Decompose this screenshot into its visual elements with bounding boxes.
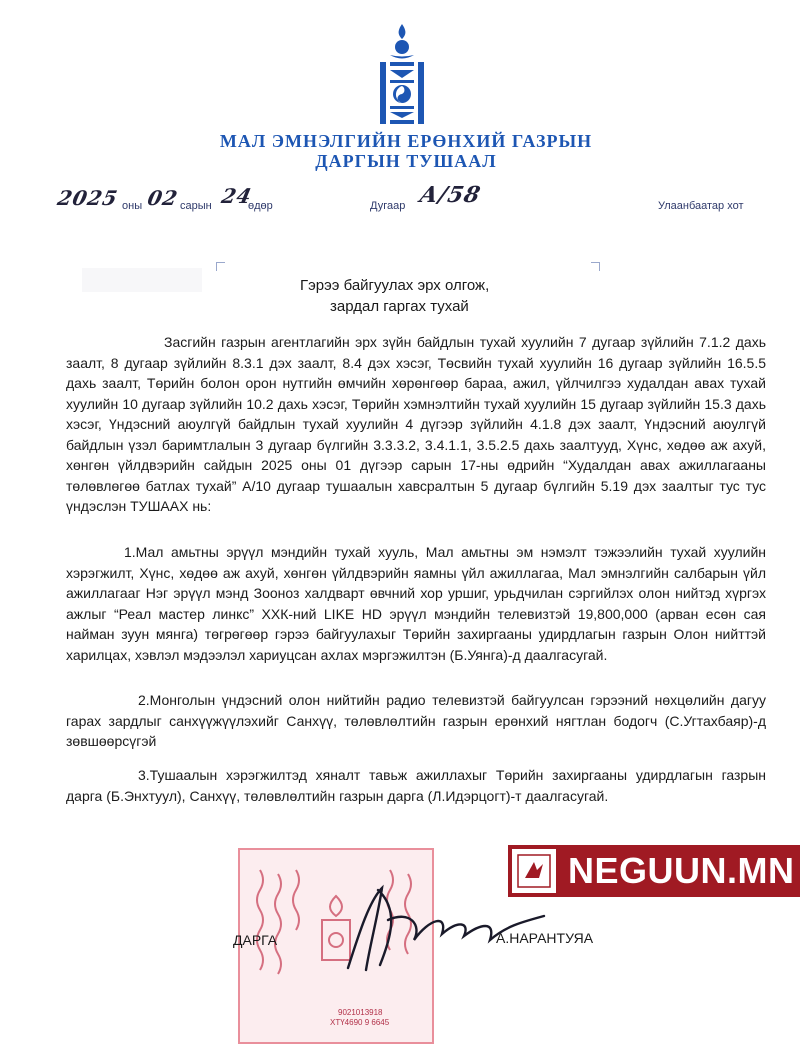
corner-mark-right: [591, 262, 600, 271]
order-item-1: 1.Мал амьтны эрүүл мэндийн тухай хууль, Мал амьтны эм нэмэлт тэжээлийн тухай хуулийн хэрэгжилт, Хүнс, хөдөө аж ахуй, хөнгөн үйлдвэрийн яамны үйл ажиллагаа, Мал эмнэлгийн салбарын үйл ажиллагааг Нэг эрүүл мэнд Зооноз халдварт өвчний хор уршиг, урьдчилан сэргийлэх олон нийтэд хүргэх ажлыг “Реал мастер линкс” ХХК-ний LIKE HD эрүүл мэндийн телевизтэй 19,800,000 (арван есөн сая найман зуун мянга) төгрөгөөр гэрээ байгуулахыг Төрийн захиргааны удирдлагын газрын Олон нийттэй харилцах, хэвлэл мэдээлэл хариуцсан ахлах мэргэжилтэн (Б.Уянга)-д даалгасугай.: [66, 544, 766, 663]
date-year-label: оны: [122, 200, 143, 212]
neguun-logo: [512, 849, 556, 893]
soyombo-emblem-icon: [370, 22, 434, 132]
stamp-code-1: 9021013918: [338, 1008, 383, 1017]
neguun-watermark: [508, 845, 800, 897]
redacted-area: [82, 268, 202, 292]
date-day: 24: [219, 184, 255, 208]
city-label: Улаанбаатар хот: [658, 200, 744, 212]
meta-row: [0, 182, 800, 218]
order-item-3: 3.Тушаалын хэрэгжилтэд хяналт тавьж ажиллахыг Төрийн захиргааны удирдлагын газрын дарга (Б.Энхтуул), Санхүү, төлөвлөлтийн газрын дарга (Л.Идэрцогт)-т даалгасугай.: [66, 767, 766, 804]
subject-block: [300, 275, 600, 317]
preamble-paragraph: Засгийн газрын агентлагийн эрх зүйн байдлын тухай хуулийн 7 дугаар зүйлийн 7.1.2 дахь заалт, 8 дугаар зүйлийн 8.3.1 дэх заалт, 8.4 дэх хэсэг, Төсвийн тухай хуулийн 16 дугаар зүйлийн 16.5.5 дахь заалт, Төрийн болон орон нутгийн өмчийн хөрөнгөөр бараа, ажил, үйлчилгээ худалдан авах тухай хуулийн 10 дугаар зүйлийн 10.2 дахь хэсэг, Төрийн хэмнэлтийн тухай хуулийн 15 дугаар зүйлийн 15.3 дахь хэсэг, Үндэсний аюулгүй байдлын тухай хуулийн 4 дүгээр зүйлийн 4.1.8 дэх заалт, Үндэсний аюулгүй байдлын үзэл баримтлалын 3 дугаар бүлгийн 3.3.3.2, 3.4.1.1, 3.5.2.5 дахь заалтууд, Хүнс, хөдөө аж ахуй, хөнгөн үйлдвэрийн сайдын 2025 оны 01 дүгээр сарын 17-ны өдрийн “Худалдан авах ажиллагааны төлөвлөгөө батлах тухай” А/10 дугаар тушаалын хавсралтын 5 дугаар бүлгийн 5.19 дэх заалтыг тус тус үндэслэн ТУШААХ нь:: [66, 334, 766, 514]
subject-line1: Гэрээ байгуулах эрх олгож,: [300, 277, 490, 294]
signer-role: ДАРГА: [233, 932, 278, 948]
bird-logo-icon: [517, 854, 551, 888]
order-item-2: 2.Монголын үндэсний олон нийтийн радио телевизтэй байгуулсан гэрээний нөхцөлийн дагуу гарах зардлыг санхүүжүүлэхийг Санхүү, төлөвлөлтийн газрын ерөнхий нягтлан бодогч (С.Угтахбаяр)-д зөвшөөрсүгэй: [66, 692, 766, 749]
subject-line2: зардал гаргах тухай: [330, 298, 469, 315]
date-day-label: өдөр: [248, 200, 273, 212]
org-title-line1: МАЛ ЭМНЭЛГИЙН ЕРӨНХИЙ ГАЗРЫН: [219, 131, 593, 151]
number-label: Дугаар: [370, 200, 406, 212]
date-month-label: сарын: [180, 200, 212, 212]
date-year: 2025: [55, 186, 121, 210]
corner-mark-left: [216, 262, 225, 271]
watermark-text: NEGUUN.MN: [568, 850, 795, 891]
stamp-code-2: ХТҮ4690 9 6645: [330, 1018, 390, 1027]
order-number: А/58: [417, 182, 484, 208]
org-title-line2: ДАРГЫН ТУШААЛ: [315, 151, 497, 171]
signer-name: А.НАРАНТУЯА: [496, 930, 594, 946]
date-month: 02: [145, 186, 181, 210]
